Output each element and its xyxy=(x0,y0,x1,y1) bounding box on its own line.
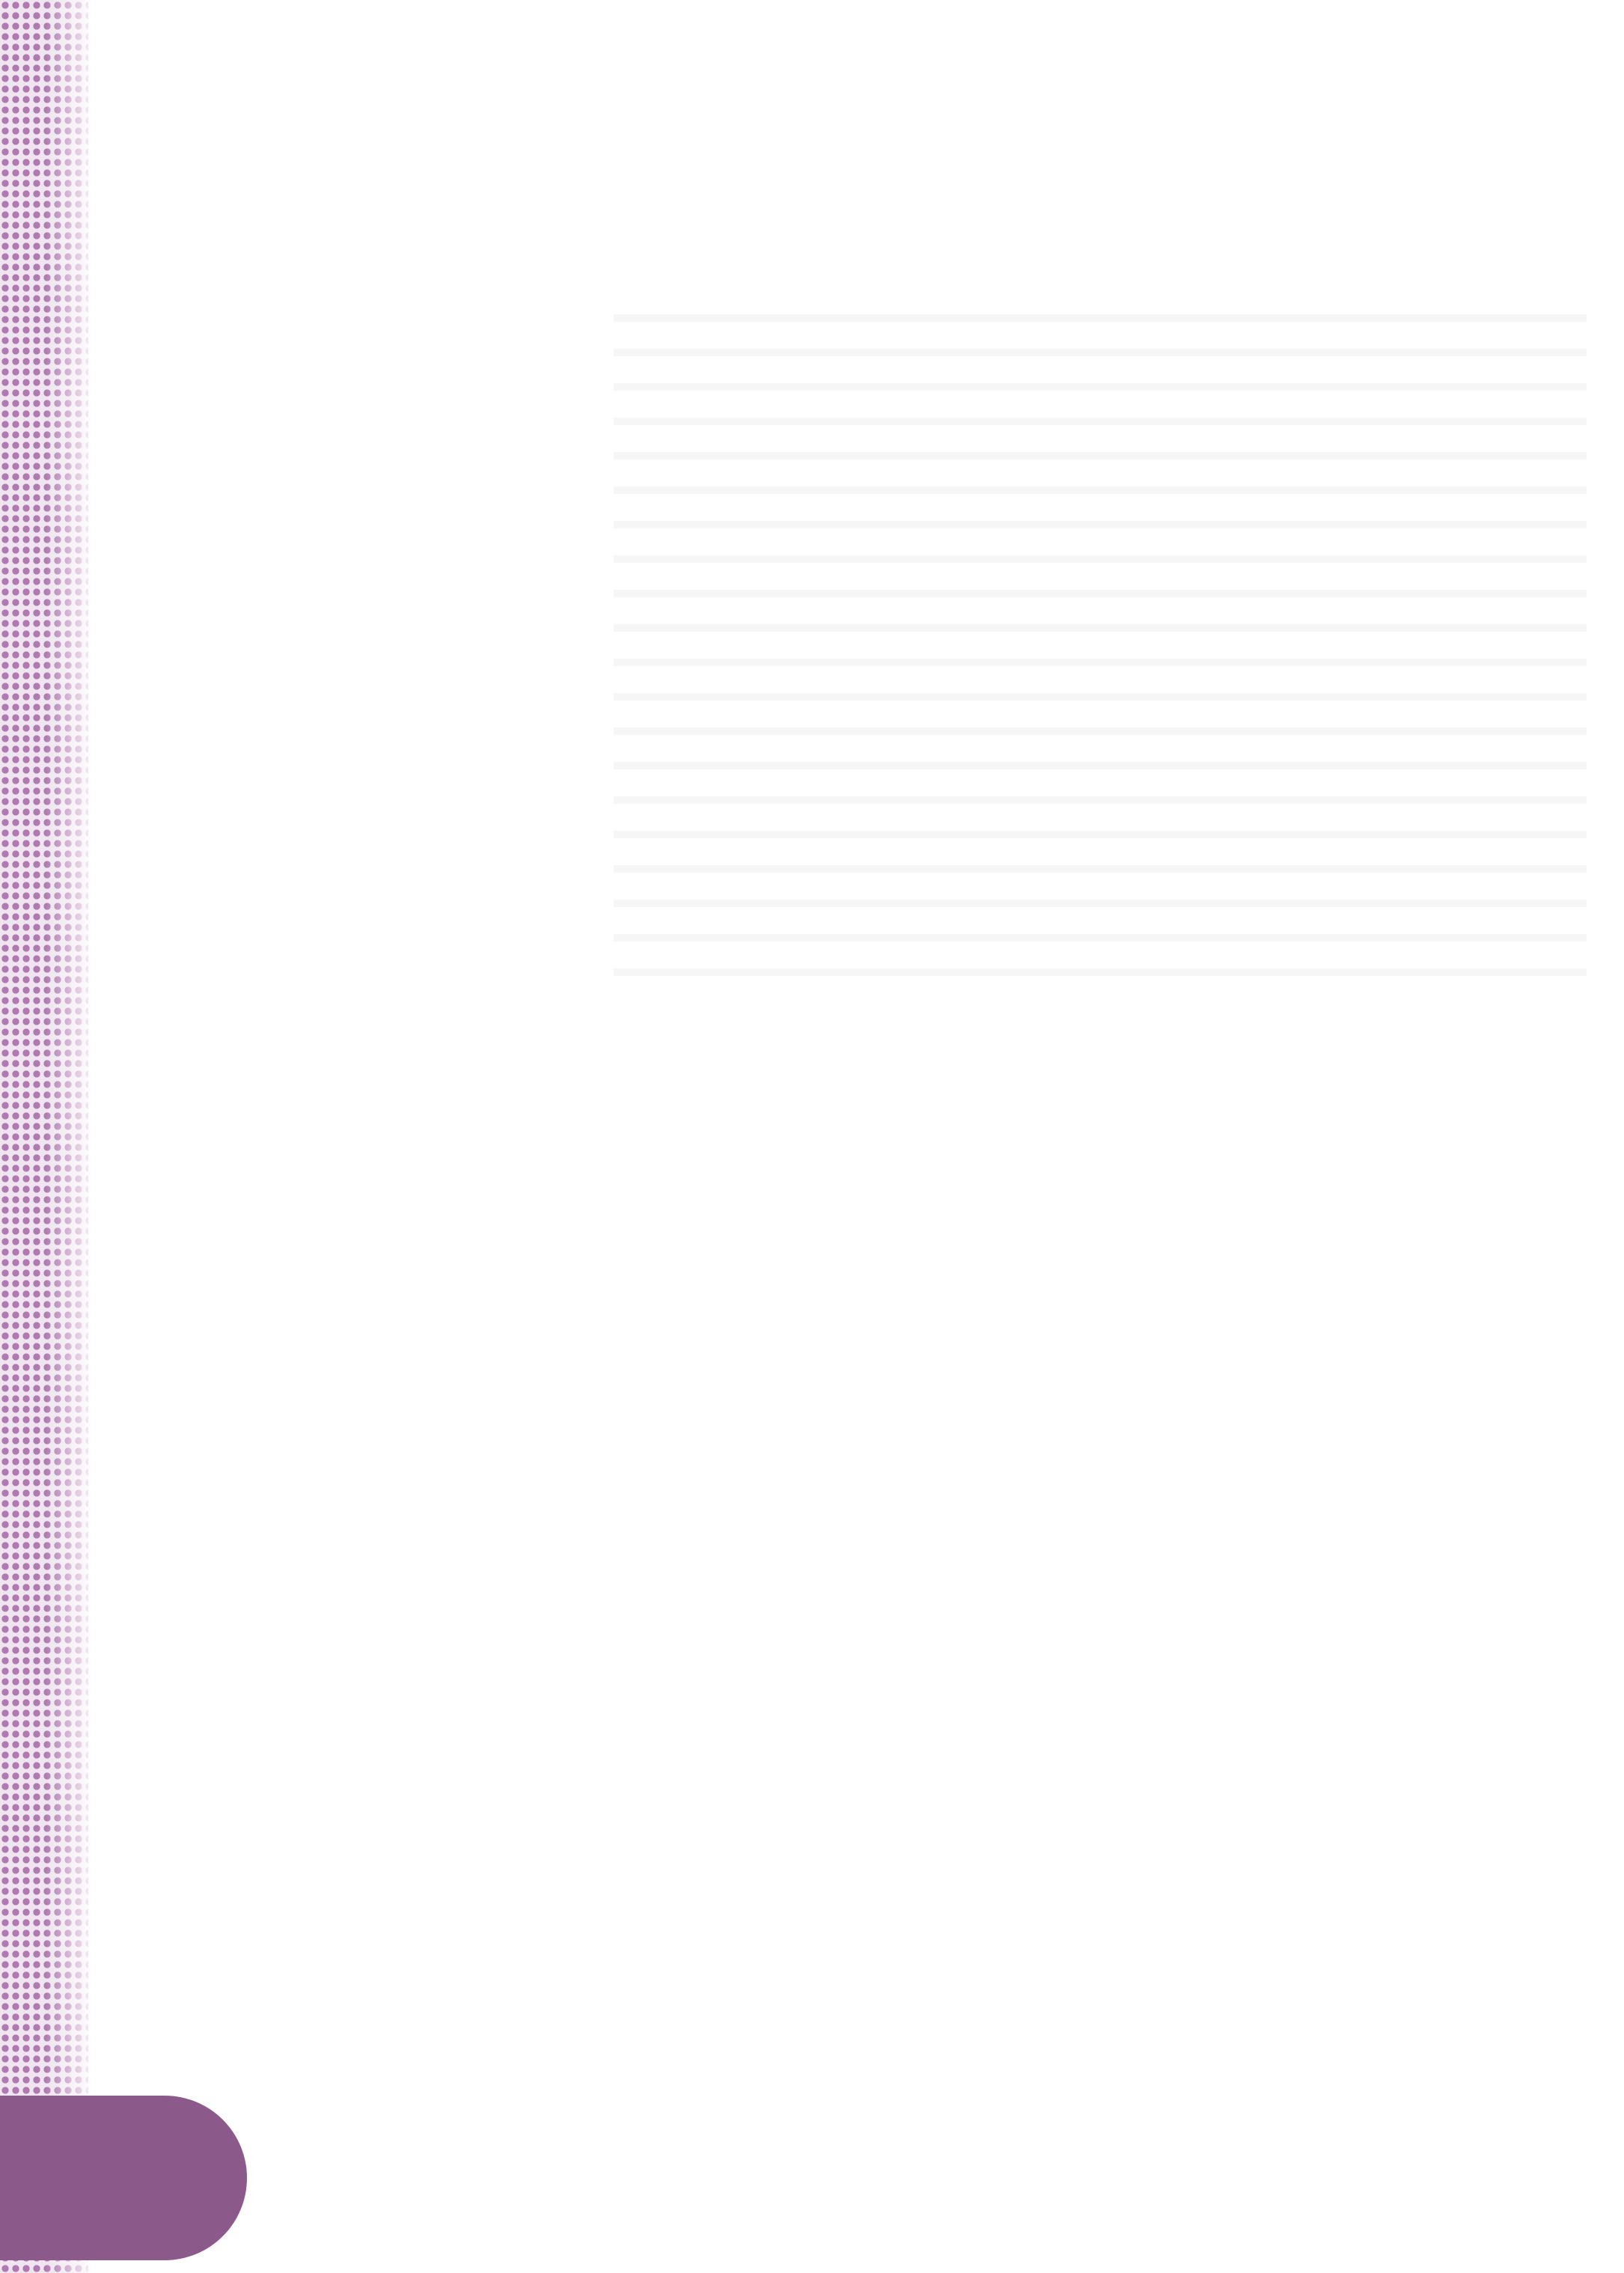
bleedthrough-text-lines xyxy=(614,314,1587,988)
dot-strip-fade xyxy=(45,0,97,2273)
page-number-badge xyxy=(0,2096,247,2260)
